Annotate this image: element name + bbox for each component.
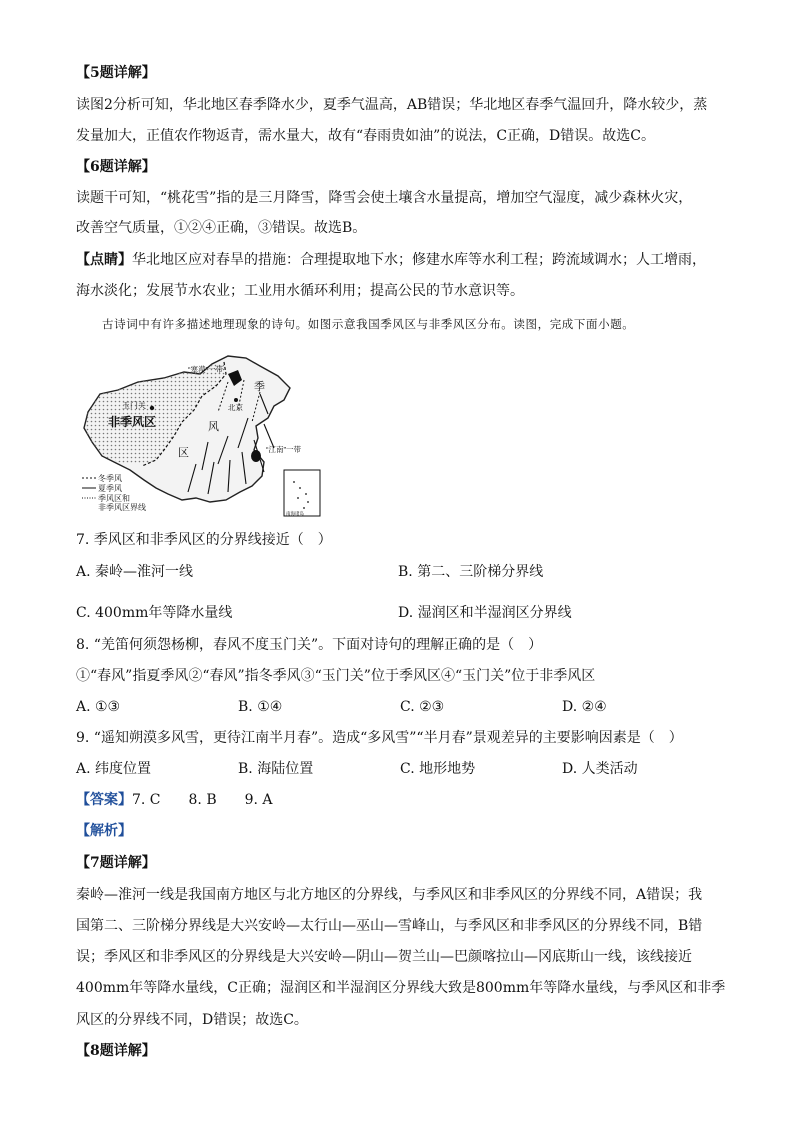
q5-paragraph-line: 发量加大，正值农作物返青，需水量大，故有“春雨贵如油”的说法，C正确，D错误。故选C。 [76,128,655,144]
q7-paragraph-line: 风区的分界线不同，D错误；故选C。 [76,1012,308,1028]
tip-text: 华北地区应对春旱的措施：合理提取地下水；修建水库等水利工程；跨流域调水；人工增雨， [132,252,706,268]
label-jiangnan: “江南”一带 [266,445,301,454]
legend-boundary: 非季风区界线 [98,503,146,512]
q7-paragraph-line: 秦岭—淮河一线是我国南方地区与北方地区的分界线，与季风区和非季风区的分界线不同，A错误；我 [76,887,703,903]
q8-option-b: B. ①④ [238,699,283,715]
q8-option-a: A. ①③ [76,699,121,715]
legend-boundary: 季风区和 [98,494,130,503]
q8-statements: ①“春风”指夏季风②“春风”指冬季风③“玉门关”位于季风区④“玉门关”位于非季风区 [76,668,596,684]
q9-question: 9. “遥知朔漠多风雪，更待江南半月春”。造成“多风雪”“半月春”景观差异的主要影响因素是（ ） [76,730,683,746]
answer-label: 【答案】 [76,792,132,808]
q8-heading: 【8题详解】 [76,1043,156,1059]
q9-option-c: C. 地形地势 [400,761,476,777]
label-saimo: “塞漠”一带 [188,365,223,374]
q6-paragraph-line: 读题干可知，“桃花雪”指的是三月降雪，降雪会使土壤含水量提高，增加空气湿度，减少森林火灾， [76,190,693,206]
q7-heading: 【7题详解】 [76,855,156,871]
q7-question: 7. 季风区和非季风区的分界线接近（ ） [76,532,332,548]
label-qu: 区 [178,447,189,459]
q7-option-a: A. 秦岭—淮河一线 [76,564,194,580]
q7-option-d: D. 湿润区和半湿润区分界线 [398,605,572,621]
label-ji: 季 [254,381,265,393]
q7-paragraph-line: 国第二、三阶梯分界线是大兴安岭—太行山—巫山—雪峰山，与季风区和非季风区的分界线不同，B错 [76,918,703,934]
q5-paragraph-line: 读图2分析可知，华北地区春季降水少，夏季气温高，AB错误；华北地区春季气温回升，降水较少，蒸 [76,97,708,113]
label-beijing: 北京 [228,403,243,412]
beijing-dot [234,398,238,402]
q8-option-c: C. ②③ [400,699,445,715]
answer-text: 7. C 8. B 9. A [132,792,273,808]
inset-label: 南海诸岛 [286,511,304,516]
q6-heading: 【6题详解】 [76,159,156,175]
legend [82,473,146,512]
south-sea-inset [284,470,320,516]
q7-paragraph-line: 400mm年等降水量线，C正确；湿润区和半湿润区分界线大致是800mm年等降水量线，与季风区和非季 [76,980,726,996]
legend-summer: 夏季风 [98,484,122,493]
q7-option-c: C. 400mm年等降水量线 [76,605,233,621]
q8-option-d: D. ②④ [562,699,607,715]
tip-paragraph-line [76,251,706,269]
analysis-label: 【解析】 [76,823,132,839]
label-non-monsoon: 非季风区 [108,415,157,429]
q9-option-a: A. 纬度位置 [76,761,152,777]
yumenguan-dot [150,406,154,410]
tip-paragraph-line: 海水淡化；发展节水农业；工业用水循环利用；提高公民的节水意识等。 [76,283,524,299]
q7-option-b: B. 第二、三阶梯分界线 [398,564,544,580]
q6-paragraph-line: 改善空气质量，①②④正确，③错误。故选B。 [76,220,367,236]
q7-paragraph-line: 误；季风区和非季风区的分界线是大兴安岭—阴山—贺兰山—巴颜喀拉山—冈底斯山一线，该线接近 [76,949,692,965]
figure-caption: 古诗词中有许多描述地理现象的诗句。如图示意我国季风区与非季风区分布。读图，完成下面小题。 [102,317,635,331]
label-feng: 风 [208,421,219,433]
q9-option-d: D. 人类活动 [562,761,638,777]
q8-question: 8. “羌笛何须怨杨柳，春风不度玉门关”。下面对诗句的理解正确的是（ ） [76,637,543,653]
legend-winter: 冬季风 [98,474,122,483]
q9-option-b: B. 海陆位置 [238,761,314,777]
tip-label: 【点睛】 [76,252,132,268]
label-yumenguan: 玉门关 [122,401,146,410]
monsoon-region-map [78,352,330,522]
answer-line [76,791,273,809]
q5-heading: 【5题详解】 [76,65,156,81]
